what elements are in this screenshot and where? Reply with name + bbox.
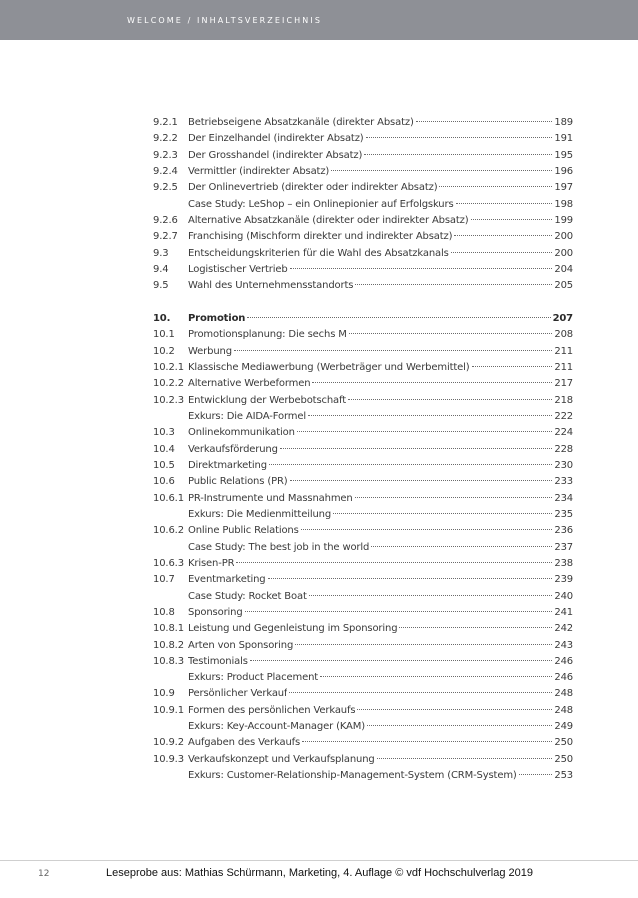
toc-entry-number: 10.9 <box>153 688 175 700</box>
toc-entry-page: 218 <box>554 394 573 406</box>
toc-entry-page: 195 <box>554 149 573 161</box>
table-of-contents <box>153 115 573 784</box>
toc-entry-number: 10.8.1 <box>153 623 184 635</box>
toc-leader-dots <box>471 219 553 220</box>
toc-entry <box>153 409 573 425</box>
toc-entry-number: 10.5 <box>153 459 175 471</box>
toc-entry-title: Exkurs: Key-Account-Manager (KAM) <box>188 721 365 733</box>
toc-entry-number: 10.6.1 <box>153 492 184 504</box>
toc-entry-title: Alternative Werbeformen <box>188 378 311 390</box>
toc-entry-page: 237 <box>554 541 573 553</box>
toc-entry-title: Der Onlinevertrieb (direkter oder indirekter Absatz) <box>188 182 438 194</box>
toc-entry <box>153 589 573 605</box>
footer-credit: Leseprobe aus: Mathias Schürmann, Marketing, 4. Auflage © vdf Hochschulverlag 2019 <box>106 867 533 879</box>
toc-leader-dots <box>290 268 553 269</box>
toc-entry-page: 207 <box>552 312 573 324</box>
toc-entry <box>153 376 573 392</box>
toc-entry-title: Wahl des Unternehmensstandorts <box>188 280 354 292</box>
toc-leader-dots <box>456 203 553 204</box>
toc-entry <box>153 491 573 507</box>
toc-entry-page: 197 <box>554 182 573 194</box>
toc-entry-page: 250 <box>554 737 573 749</box>
toc-entry-title: Testimonials <box>188 655 248 667</box>
toc-entry <box>153 605 573 621</box>
toc-leader-dots <box>348 399 552 400</box>
toc-entry-page: 208 <box>554 329 573 341</box>
toc-entry <box>153 246 573 262</box>
toc-entry-title: Arten von Sponsoring <box>188 639 294 651</box>
toc-entry-number: 10.2.3 <box>153 394 184 406</box>
toc-leader-dots <box>245 611 553 612</box>
toc-entry-page: 236 <box>554 525 573 537</box>
toc-entry <box>153 703 573 719</box>
toc-leader-dots <box>312 382 552 383</box>
toc-entry-page: 228 <box>554 443 573 455</box>
toc-entry <box>153 213 573 229</box>
toc-leader-dots <box>297 431 553 432</box>
toc-leader-dots <box>519 774 553 775</box>
toc-entry-title: Vermittler (indirekter Absatz) <box>188 165 330 177</box>
toc-entry-title: Online Public Relations <box>188 525 299 537</box>
toc-entry-title: Krisen-PR <box>188 557 235 569</box>
toc-entry <box>153 327 573 343</box>
toc-entry <box>153 311 573 327</box>
toc-entry <box>153 262 573 278</box>
toc-leader-dots <box>247 317 550 318</box>
toc-leader-dots <box>309 595 553 596</box>
toc-entry-page: 233 <box>554 476 573 488</box>
toc-leader-dots <box>280 448 553 449</box>
toc-entry <box>153 425 573 441</box>
toc-leader-dots <box>371 546 552 547</box>
toc-leader-dots <box>367 725 552 726</box>
toc-leader-dots <box>454 235 552 236</box>
toc-entry <box>153 393 573 409</box>
toc-entry-title: Eventmarketing <box>188 574 266 586</box>
toc-leader-dots <box>357 709 552 710</box>
toc-leader-dots <box>331 170 552 171</box>
toc-entry <box>153 523 573 539</box>
toc-leader-dots <box>290 480 553 481</box>
toc-leader-dots <box>268 578 553 579</box>
toc-entry-number: 10.9.3 <box>153 753 184 765</box>
toc-entry-page: 234 <box>554 492 573 504</box>
toc-entry <box>153 735 573 751</box>
toc-entry-number: 9.2.6 <box>153 214 178 226</box>
toc-entry-page: 222 <box>554 410 573 422</box>
toc-leader-dots <box>301 529 553 530</box>
toc-entry <box>153 344 573 360</box>
toc-entry <box>153 278 573 294</box>
toc-entry-number: 10. <box>153 312 171 324</box>
toc-entry-number: 9.2.3 <box>153 149 178 161</box>
toc-entry-number: 9.2.1 <box>153 117 178 128</box>
toc-entry-page: 241 <box>554 606 573 618</box>
toc-entry <box>153 360 573 376</box>
toc-entry-title: Sponsoring <box>188 606 243 618</box>
toc-entry-page: 191 <box>554 133 573 145</box>
toc-leader-dots <box>302 741 552 742</box>
toc-entry <box>153 752 573 768</box>
toc-entry <box>153 115 573 131</box>
toc-entry-number: 10.4 <box>153 443 175 455</box>
toc-entry-title: Persönlicher Verkauf <box>188 688 288 700</box>
section-title: WELCOME / INHALTSVERZEICHNIS <box>127 16 322 25</box>
toc-entry-page: 235 <box>554 508 573 520</box>
toc-entry-number: 9.2.4 <box>153 165 178 177</box>
toc-entry-number: 9.2.2 <box>153 133 178 145</box>
toc-entry-page: 248 <box>554 704 573 716</box>
toc-entry-page: 204 <box>554 263 573 275</box>
toc-entry-title: Alternative Absatzkanäle (direkter oder indirekter Absatz) <box>188 214 469 226</box>
toc-entry-page: 200 <box>554 247 573 259</box>
toc-leader-dots <box>333 513 552 514</box>
toc-entry <box>153 229 573 245</box>
toc-leader-dots <box>439 186 552 187</box>
toc-entry-title: Franchising (Mischform direkter und indirekter Absatz) <box>188 231 453 243</box>
toc-leader-dots <box>416 121 553 122</box>
toc-entry-page: 253 <box>554 770 573 782</box>
toc-entry-number: 10.2.2 <box>153 378 184 390</box>
toc-leader-dots <box>320 676 552 677</box>
toc-entry-page: 248 <box>554 688 573 700</box>
toc-entry-title: Aufgaben des Verkaufs <box>188 737 301 749</box>
toc-entry-title: Onlinekommunikation <box>188 427 295 439</box>
toc-entry-page: 250 <box>554 753 573 765</box>
toc-entry-page: 242 <box>554 623 573 635</box>
toc-leader-dots <box>250 660 553 661</box>
toc-leader-dots <box>399 627 552 628</box>
page-number: 12 <box>38 869 50 879</box>
toc-entry-title: Exkurs: Die AIDA-Formel <box>188 410 306 422</box>
toc-entry <box>153 540 573 556</box>
toc-entry-title: Der Einzelhandel (indirekter Absatz) <box>188 133 364 145</box>
toc-entry-page: 239 <box>554 574 573 586</box>
toc-entry-title: Direktmarketing <box>188 459 267 471</box>
toc-leader-dots <box>364 154 552 155</box>
toc-entry-title: Entwicklung der Werbebotschaft <box>188 394 346 406</box>
toc-leader-dots <box>472 366 553 367</box>
toc-entry <box>153 686 573 702</box>
toc-entry-page: 246 <box>554 655 573 667</box>
toc-entry-title: Public Relations (PR) <box>188 476 288 488</box>
toc-entry <box>153 768 573 784</box>
toc-entry-number: 10.2 <box>153 345 175 357</box>
toc-entry-title: Formen des persönlichen Verkaufs <box>188 704 356 716</box>
toc-entry-title: Verkaufskonzept und Verkaufsplanung <box>188 753 375 765</box>
toc-entry-number: 10.3 <box>153 427 175 439</box>
toc-entry-number: 10.6 <box>153 476 175 488</box>
toc-entry-page: 200 <box>554 231 573 243</box>
toc-entry-number: 9.3 <box>153 247 169 259</box>
toc-entry-page: 198 <box>554 198 573 210</box>
toc-leader-dots <box>355 284 552 285</box>
toc-entry-title: Case Study: Rocket Boat <box>188 590 307 602</box>
toc-leader-dots <box>377 758 553 759</box>
toc-entry-title: Klassische Mediawerbung (Werbeträger und Werbemittel) <box>188 361 470 373</box>
toc-leader-dots <box>234 350 552 351</box>
header-bar <box>0 0 638 40</box>
toc-entry <box>153 197 573 213</box>
toc-entry-title: PR-Instrumente und Massnahmen <box>188 492 353 504</box>
toc-entry-title: Exkurs: Die Medienmitteilung <box>188 508 332 520</box>
toc-entry <box>153 180 573 196</box>
toc-entry-number: 10.9.1 <box>153 704 184 716</box>
toc-entry-title: Leistung und Gegenleistung im Sponsoring <box>188 623 398 635</box>
toc-leader-dots <box>269 464 552 465</box>
toc-entry-title: Werbung <box>188 345 232 357</box>
toc-entry <box>153 164 573 180</box>
toc-entry <box>153 556 573 572</box>
toc-entry <box>153 572 573 588</box>
toc-entry-page: 205 <box>554 280 573 292</box>
toc-entry-title: Der Grosshandel (indirekter Absatz) <box>188 149 363 161</box>
toc-entry-title: Case Study: LeShop – ein Onlinepionier auf Erfolgskurs <box>188 198 454 210</box>
toc-entry-number: 9.2.5 <box>153 182 178 194</box>
toc-leader-dots <box>289 692 552 693</box>
toc-entry-title: Promotionsplanung: Die sechs M <box>188 329 347 341</box>
toc-entry <box>153 638 573 654</box>
toc-entry-title: Case Study: The best job in the world <box>188 541 370 553</box>
toc-entry-page: 211 <box>554 345 573 357</box>
toc-entry <box>153 474 573 490</box>
toc-entry-page: 217 <box>554 378 573 390</box>
toc-entry-number: 9.4 <box>153 263 169 275</box>
toc-entry-number: 10.1 <box>153 329 175 341</box>
toc-entry-title: Betriebseigene Absatzkanäle (direkter Absatz) <box>188 117 414 128</box>
toc-entry <box>153 621 573 637</box>
toc-entry-number: 9.5 <box>153 280 169 292</box>
toc-entry-page: 211 <box>554 361 573 373</box>
toc-entry <box>153 442 573 458</box>
toc-entry-page: 189 <box>554 117 573 128</box>
toc-entry-page: 240 <box>554 590 573 602</box>
toc-entry-page: 196 <box>554 165 573 177</box>
toc-leader-dots <box>366 137 553 138</box>
toc-entry <box>153 507 573 523</box>
toc-entry <box>153 670 573 686</box>
toc-entry-page: 246 <box>554 672 573 684</box>
toc-entry <box>153 458 573 474</box>
toc-leader-dots <box>451 252 553 253</box>
toc-entry <box>153 719 573 735</box>
toc-entry-title: Entscheidungskriterien für die Wahl des Absatzkanals <box>188 247 449 259</box>
toc-entry-number: 9.2.7 <box>153 231 178 243</box>
toc-entry-page: 224 <box>554 427 573 439</box>
toc-entry-number: 10.9.2 <box>153 737 184 749</box>
toc-entry-number: 10.2.1 <box>153 361 184 373</box>
footer-divider <box>0 860 638 861</box>
toc-leader-dots <box>355 497 553 498</box>
toc-entry-number: 10.6.3 <box>153 557 184 569</box>
toc-entry <box>153 654 573 670</box>
toc-entry-number: 10.8.2 <box>153 639 184 651</box>
toc-entry-page: 230 <box>554 459 573 471</box>
toc-entry-page: 199 <box>554 214 573 226</box>
toc-entry <box>153 131 573 147</box>
toc-leader-dots <box>308 415 552 416</box>
toc-leader-dots <box>295 644 552 645</box>
toc-leader-dots <box>349 333 553 334</box>
toc-entry-number: 10.8 <box>153 606 175 618</box>
toc-entry <box>153 148 573 164</box>
toc-entry-number: 10.7 <box>153 574 175 586</box>
toc-entry-title: Exkurs: Product Placement <box>188 672 319 684</box>
toc-leader-dots <box>236 562 552 563</box>
toc-entry-title: Exkurs: Customer-Relationship-Management-System (CRM-System) <box>188 770 517 782</box>
toc-entry-title: Verkaufsförderung <box>188 443 278 455</box>
toc-entry-number: 10.8.3 <box>153 655 184 667</box>
toc-entry-title: Promotion <box>188 312 246 324</box>
toc-entry-page: 238 <box>554 557 573 569</box>
toc-entry-page: 249 <box>554 721 573 733</box>
toc-entry-number: 10.6.2 <box>153 525 184 537</box>
toc-entry-title: Logistischer Vertrieb <box>188 263 288 275</box>
toc-entry-page: 243 <box>554 639 573 651</box>
